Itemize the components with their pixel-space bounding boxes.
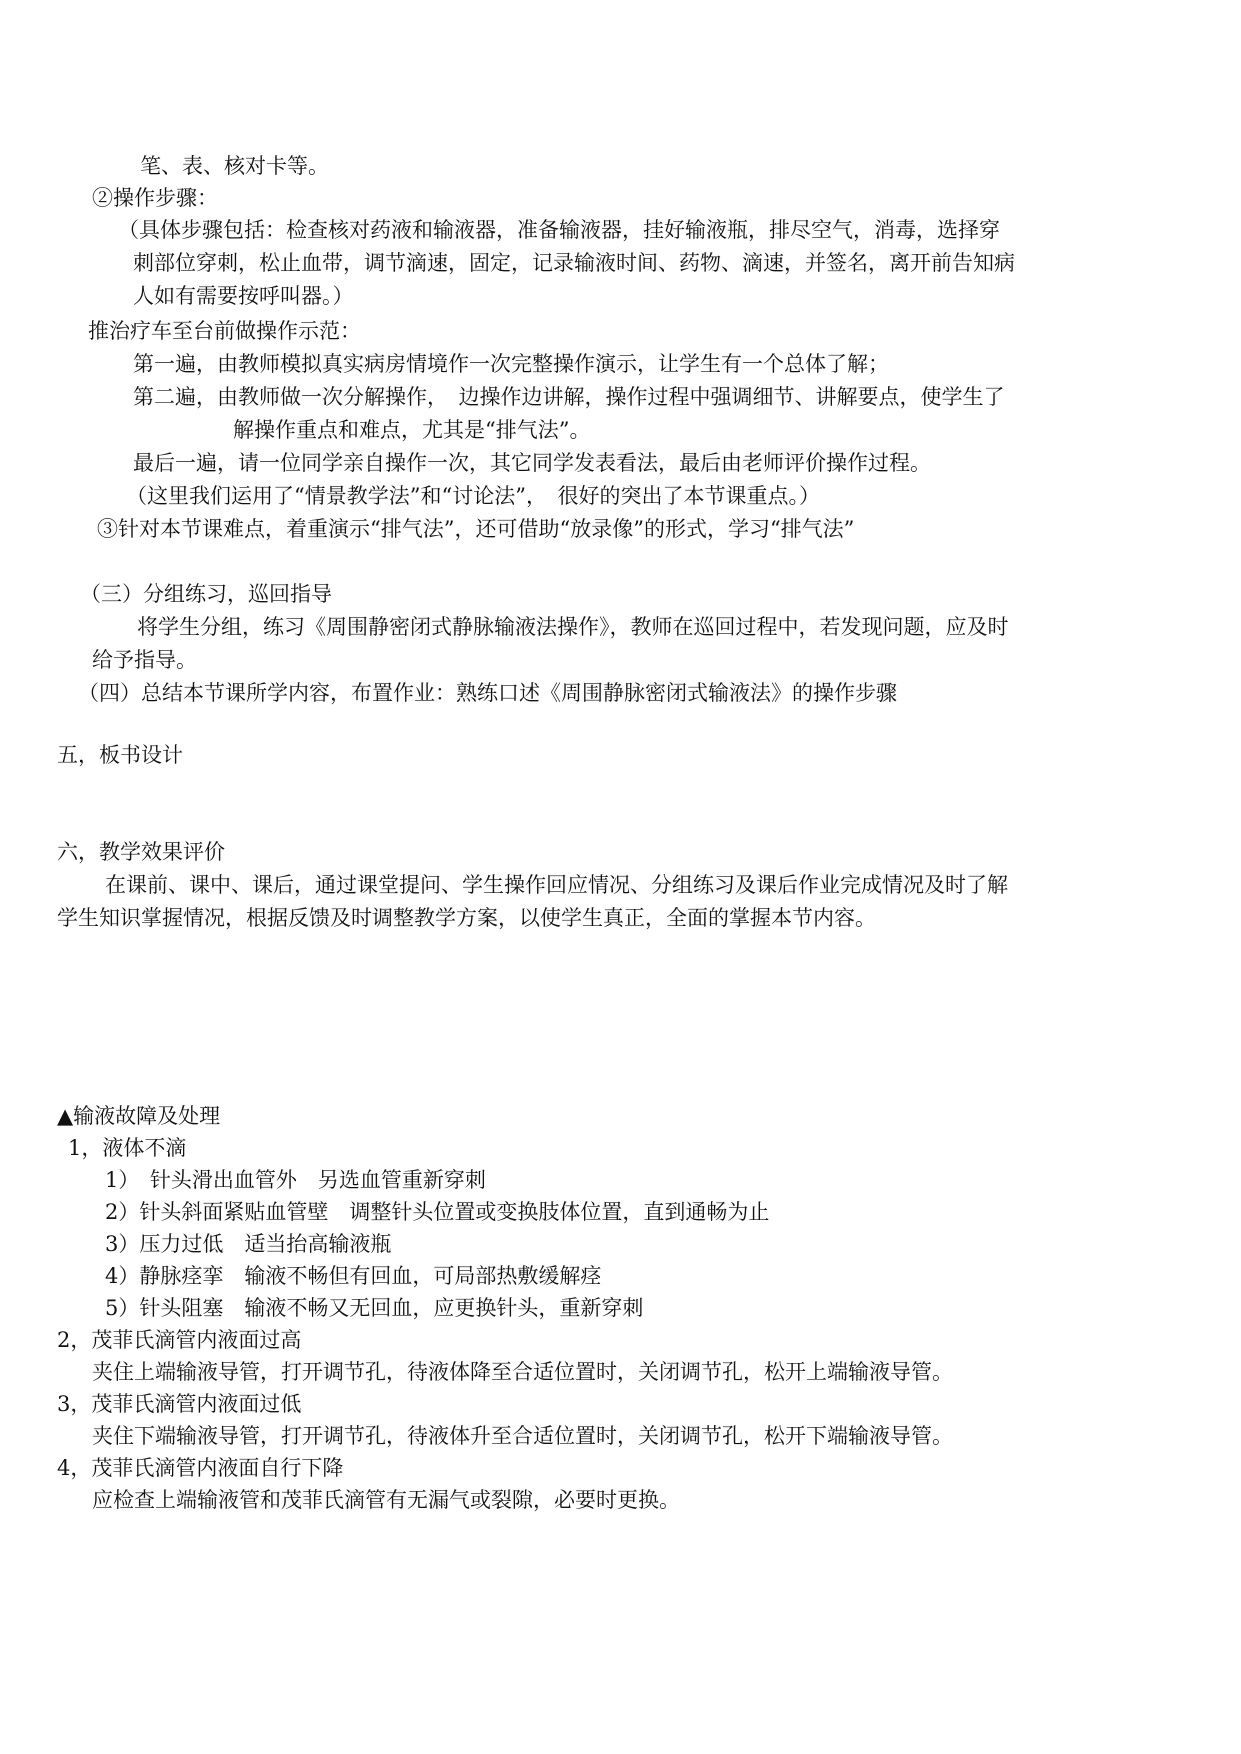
difficulty-point: ③针对本节课难点，着重演示“排气法”，还可借助“放录像”的形式，学习“排气法”: [97, 517, 855, 541]
steps-detail-line-2: 刺部位穿刺，松止血带，调节滴速，固定，记录输液时间、药物、滴速，并签名，离开前告知病: [133, 251, 1015, 275]
fault-1-item-3: 3）压力过低 适当抬高输液瓶: [105, 1232, 392, 1256]
demo-second-pass: 第二遍，由教师做一次分解操作， 边操作边讲解，操作过程中强调细节、讲解要点，使学生了: [133, 385, 1005, 409]
fault-1-title: 1，液体不滴: [68, 1136, 187, 1160]
section-summary: （四）总结本节课所学内容，布置作业：熟练口述《周围静脉密闭式输液法》的操作步骤: [78, 681, 897, 705]
section-evaluation: 六，教学效果评价: [57, 840, 225, 864]
fault-3-title: 3，茂菲氏滴管内液面过低: [57, 1392, 302, 1416]
operation-steps-heading: ②操作步骤：: [92, 186, 218, 210]
teaching-method-note: （这里我们运用了“情景教学法”和“讨论法”， 很好的突出了本节课重点。）: [126, 484, 820, 508]
evaluation-line-2: 学生知识掌握情况，根据反馈及时调整教学方案，以使学生真正，全面的掌握本节内容。: [57, 906, 876, 930]
fault-1-item-5: 5）针头阻塞 输液不畅又无回血，应更换针头，重新穿刺: [105, 1296, 644, 1320]
demo-intro: 推治疗车至台前做操作示范：: [88, 319, 361, 343]
faults-heading: ▲输液故障及处理: [57, 1104, 221, 1128]
group-practice-line-1: 将学生分组，练习《周围静密闭式静脉输液法操作》，教师在巡回过程中，若发现问题，应及时: [137, 615, 1009, 639]
evaluation-line-1: 在课前、课中、课后，通过课堂提问、学生操作回应情况、分组练习及课后作业完成情况及时了解: [105, 873, 1008, 897]
demo-second-pass-cont: 解操作重点和难点，尤其是“排气法”。: [233, 418, 591, 442]
fault-1-item-2: 2）针头斜面紧贴血管壁 调整针头位置或变换肢体位置，直到通畅为止: [105, 1200, 770, 1224]
fault-2-title: 2，茂菲氏滴管内液面过高: [57, 1328, 302, 1352]
equipment-list-continued: 笔、表、核对卡等。: [140, 154, 329, 178]
fault-2-solution: 夹住上端输液导管，打开调节孔，待液体降至合适位置时，关闭调节孔，松开上端输液导管。: [92, 1360, 953, 1384]
steps-detail-line-1: （具体步骤包括：检查核对药液和输液器，准备输液器，挂好输液瓶，排尽空气，消毒，选择穿: [118, 218, 1000, 242]
fault-4-title: 4，茂菲氏滴管内液面自行下降: [57, 1456, 344, 1480]
fault-1-item-4: 4）静脉痉挛 输液不畅但有回血，可局部热敷缓解痉: [105, 1264, 602, 1288]
group-practice-line-2: 给予指导。: [92, 648, 197, 672]
fault-3-solution: 夹住下端输液导管，打开调节孔，待液体升至合适位置时，关闭调节孔，松开下端输液导管。: [92, 1424, 953, 1448]
section-blackboard-design: 五，板书设计: [57, 743, 183, 767]
demo-first-pass: 第一遍，由教师模拟真实病房情境作一次完整操作演示，让学生有一个总体了解；: [133, 352, 889, 376]
section-group-practice: （三）分组练习，巡回指导: [80, 582, 332, 606]
steps-detail-line-3: 人如有需要按呼叫器。）: [133, 284, 354, 308]
demo-last-pass: 最后一遍，请一位同学亲自操作一次，其它同学发表看法，最后由老师评价操作过程。: [133, 451, 931, 475]
fault-4-solution: 应检查上端输液管和茂菲氏滴管有无漏气或裂隙，必要时更换。: [92, 1488, 680, 1512]
fault-1-item-1: 1） 针头滑出血管外 另选血管重新穿刺: [105, 1168, 486, 1192]
